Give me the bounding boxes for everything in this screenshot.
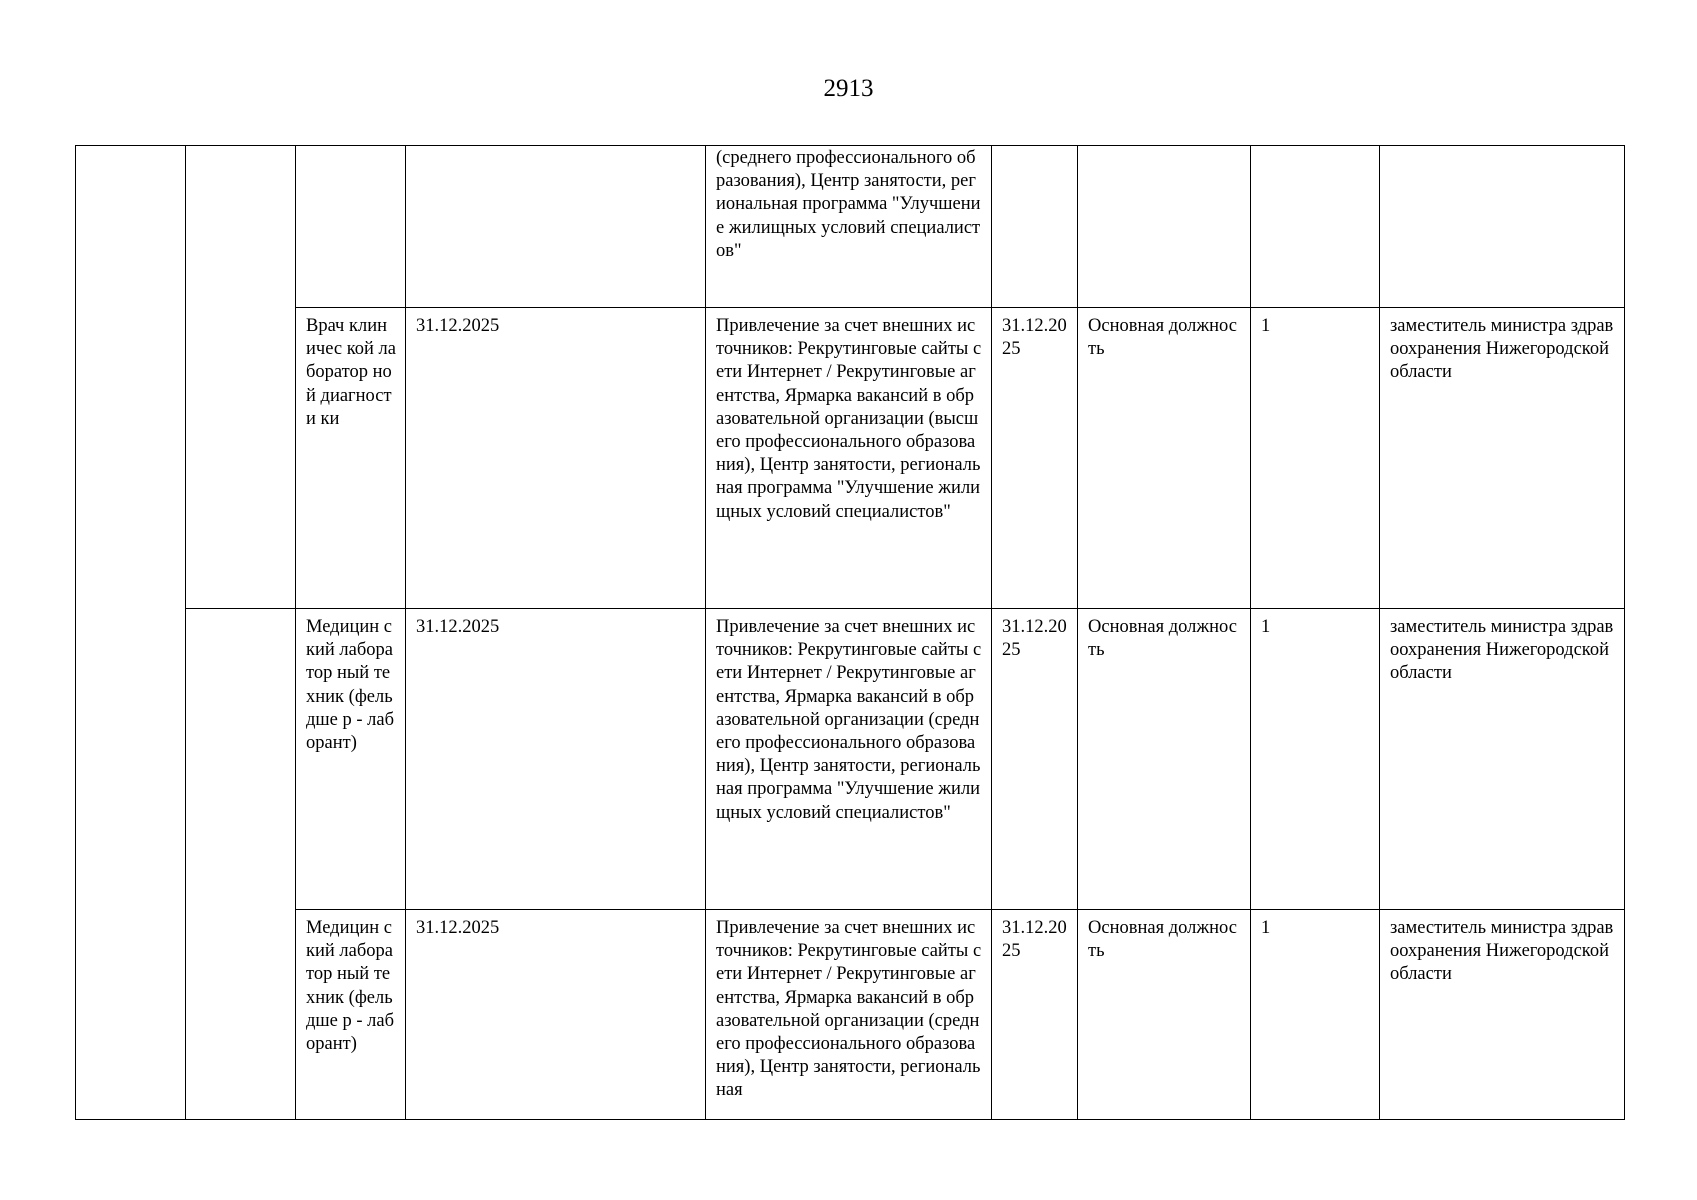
responsible-cell xyxy=(1380,146,1625,308)
deadline-cell: 31.12.2025 xyxy=(992,609,1078,910)
type-cell: Основная должность xyxy=(1078,308,1251,609)
date-cell xyxy=(406,146,706,308)
empty-cell xyxy=(76,146,186,1120)
table-row xyxy=(76,146,1625,308)
count-cell: 1 xyxy=(1251,609,1380,910)
method-cell: Привлечение за счет внешних источников: Рекрутинговые сайты сети Интернет / Рекрутинговые агентства, Ярмарка вакансий в образовательной организации (высшего профессионального образования), Центр занятости, региональная программа "Улучшение жилищных условий специалистов" xyxy=(706,308,992,609)
position-cell: Медицин ский лаборатор ный техник (фельдше р - лаборант) xyxy=(296,910,406,1120)
method-cell: Привлечение за счет внешних источников: Рекрутинговые сайты сети Интернет / Рекрутинговые агентства, Ярмарка вакансий в образовательной организации (среднего профессионального образования), Центр занятости, региональная xyxy=(706,910,992,1120)
deadline-cell xyxy=(992,146,1078,308)
type-cell: Основная должность xyxy=(1078,910,1251,1120)
count-cell: 1 xyxy=(1251,308,1380,609)
staffing-table xyxy=(75,145,1625,1120)
responsible-cell: заместитель министра здравоохранения Нижегородской области xyxy=(1380,609,1625,910)
table-row xyxy=(76,910,1625,1120)
responsible-cell: заместитель министра здравоохранения Нижегородской области xyxy=(1380,910,1625,1120)
empty-cell xyxy=(186,146,296,609)
responsible-cell: заместитель министра здравоохранения Нижегородской области xyxy=(1380,308,1625,609)
method-cell: (среднего профессионального образования), Центр занятости, региональная программа "Улучшение жилищных условий специалистов" xyxy=(706,146,992,308)
position-cell xyxy=(296,146,406,308)
date-cell: 31.12.2025 xyxy=(406,910,706,1120)
position-cell: Медицин ский лаборатор ный техник (фельдше р - лаборант) xyxy=(296,609,406,910)
deadline-cell: 31.12.2025 xyxy=(992,910,1078,1120)
table-row xyxy=(76,308,1625,609)
table-row xyxy=(76,609,1625,910)
empty-cell xyxy=(186,609,296,1120)
type-cell: Основная должность xyxy=(1078,609,1251,910)
count-cell xyxy=(1251,146,1380,308)
position-cell: Врач клиничес кой лаборатор ной диагности ки xyxy=(296,308,406,609)
page-number: 2913 xyxy=(823,75,874,102)
date-cell: 31.12.2025 xyxy=(406,308,706,609)
count-cell: 1 xyxy=(1251,910,1380,1120)
method-cell: Привлечение за счет внешних источников: Рекрутинговые сайты сети Интернет / Рекрутинговые агентства, Ярмарка вакансий в образовательной организации (среднего профессионального образования), Центр занятости, региональная программа "Улучшение жилищных условий специалистов" xyxy=(706,609,992,910)
deadline-cell: 31.12.2025 xyxy=(992,308,1078,609)
date-cell: 31.12.2025 xyxy=(406,609,706,910)
type-cell xyxy=(1078,146,1251,308)
